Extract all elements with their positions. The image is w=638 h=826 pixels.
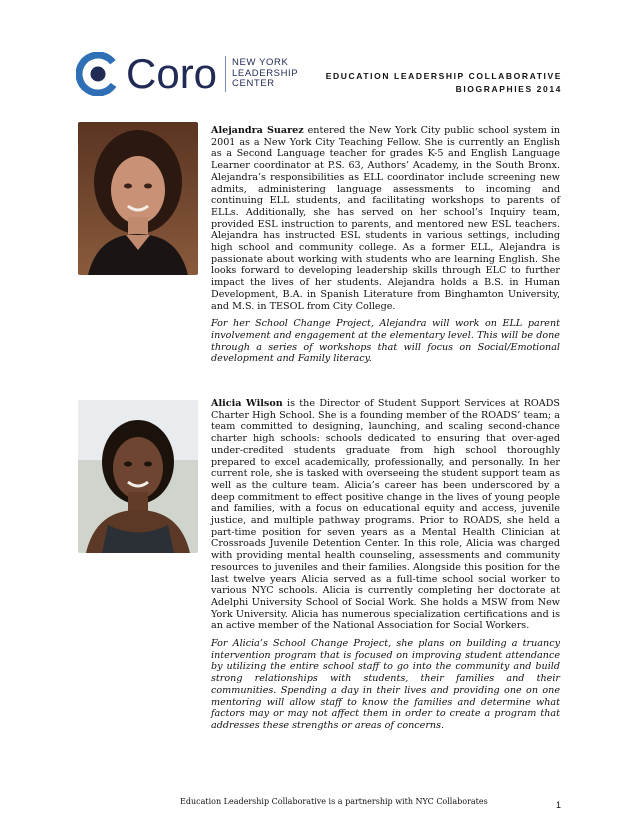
school-change-project: For Alicia’s School Change Project, she plans on building a truancy intervention program that is focused on improving student attendance by utilizing the entire school staff to go into the community and build strong relationships with students, their families and their communities. Spending a day in their lives and providing one on one mentoring will allow staff to know the families and determine what factors may or may not affect them in order to create a program that addresses these strengths or areas of concerns. [211,638,560,731]
portrait-alejandra-icon [78,122,198,275]
bio-paragraph [211,398,560,632]
document-header [326,70,562,96]
coro-logo-mark-icon [76,52,120,96]
coro-logo [76,52,298,96]
bio-text: entered the New York City public school system in 2001 as a New York City Teaching Fellow. She is currently an English as a Second Language teacher for grades K-5 and English Language Learner coordinator at P.S. 63, Authors’ Academy, in the South Bronx. Alejandra’s responsibilities as ELL coordinator include screening new admits, administering language assessments to incoming and continuing ELL students, and facilitating workshops to parents of ELLs. Additionally, she has served on her school’s Inquiry team, provided ESL instruction to parents, and mentored new ESL teachers. Alejandra has instructed ESL students in various settings, including high school and community college. As a former ELL, Alejandra is passionate about working with students who are learning English. She looks forward to developing leadership skills through ELC to further impact the lives of her students. Alejandra holds a B.S. in Human Development, B.A. in Spanish Literature from Binghamton University, and M.S. in TESOL from City College. [211,125,560,312]
bio-alejandra [211,125,560,371]
logo-line-3: CENTER [232,78,275,90]
bio-alicia [211,398,560,738]
portrait-photo-alicia [78,400,198,553]
page-footer: Education Leadership Collaborative is a partnership with NYC Collaborates [180,797,488,806]
logo-subtitle [232,58,298,90]
header-subtitle: BIOGRAPHIES 2014 [455,84,562,94]
logo-divider [225,56,226,92]
bio-text: is the Director of Student Support Services at ROADS Charter High School. She is a founding member of the ROADS’ team; a team committed to designing, launching, and scaling second-chance charter high schools: schools dedicated to ensuring that over-aged under-credited students graduate from high school thoroughly prepared to excel academically, professionally, and personally. In her current role, she is tasked with overseeing the student support team as well as the culture team. Alicia’s career has been underscored by a deep commitment to effect positive change in the lives of young people and families, with a focus on educational equity and access, juvenile justice, and multiple pathway programs. Prior to ROADS, she held a part-time position for seven years as a Mental Health Clinician at Crossroads Juvenile Detention Center. In this role, Alicia was charged with providing mental health counseling, assessments and community resources to juveniles and their families. Alongside this position for the last twelve years Alicia served as a full-time school social worker to various NYC schools. Alicia is currently completing her doctorate at Adelphi University School of Social Work. She holds a MSW from New York University. Alicia has numerous specialization certifications and is an active member of the National Association for Social Workers. [211,398,560,632]
bio-name: Alejandra Suarez [211,125,304,136]
bio-paragraph [211,125,560,312]
school-change-project: For her School Change Project, Alejandra will work on ELL parent involvement and engagement at the elementary level. This will be done through a series of workshops that will focus on Social/Emotional development and Family literacy. [211,318,560,365]
logo-line-1: NEW YORK [232,57,289,69]
bio-name: Alicia Wilson [211,398,283,409]
header-title: EDUCATION LEADERSHIP COLLABORATIVE [325,71,562,81]
logo-line-2: LEADERSHIP [232,67,299,79]
logo-wordmark: Coro [126,50,218,97]
portrait-alicia-icon [78,400,198,553]
page-number: 1 [555,800,561,810]
portrait-photo-alejandra [78,122,198,275]
